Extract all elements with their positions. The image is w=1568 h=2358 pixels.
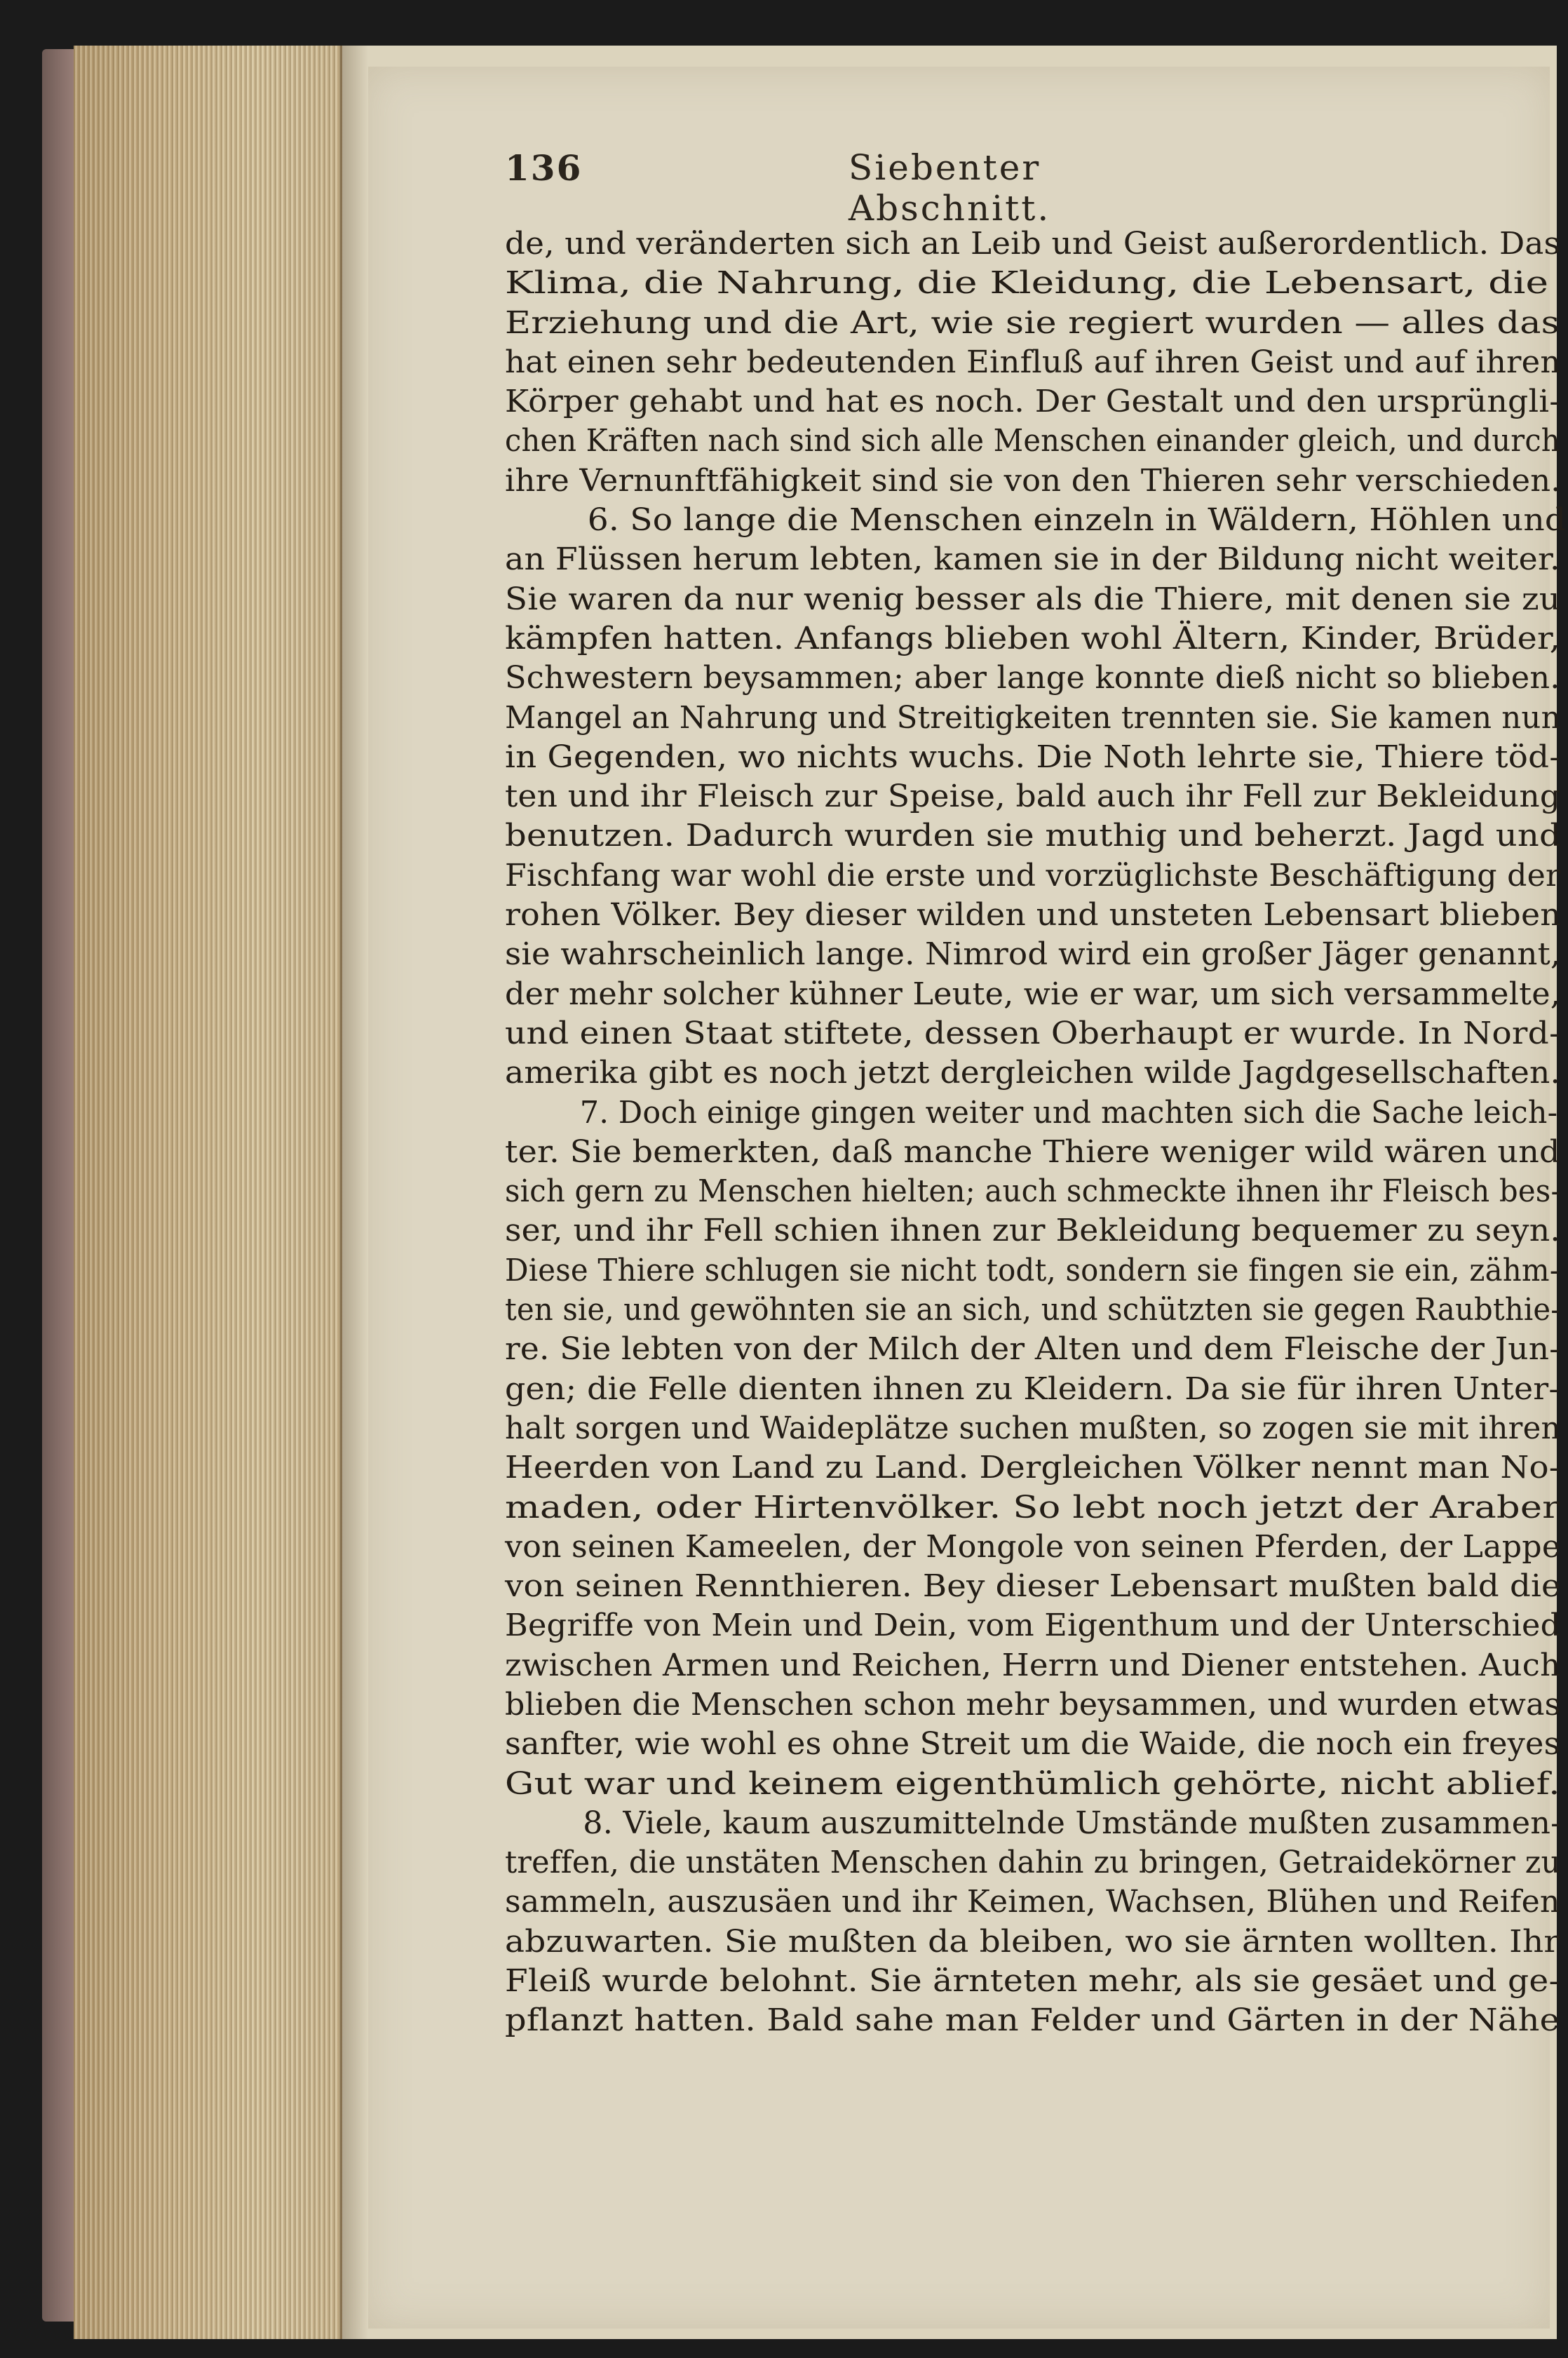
gutter-shadow <box>340 46 368 2339</box>
text-line: ihre Vernunftfähigkeit sind sie von den Thieren sehr verschieden. <box>505 462 1561 499</box>
text-line: Klima, die Nahrung, die Kleidung, die Lebensart, die <box>505 265 1549 302</box>
text-line: blieben die Menschen schon mehr beysammen, und wurden etwas <box>505 1686 1561 1723</box>
text-line: sammeln, auszusäen und ihr Keimen, Wachsen, Blühen und Reifen <box>505 1884 1560 1920</box>
text-line: sich gern zu Menschen hielten; auch schmeckte ihnen ihr Fleisch bes- <box>505 1173 1561 1210</box>
text-line: re. Sie lebten von der Milch der Alten und dem Fleische der Jun- <box>505 1331 1560 1368</box>
text-line: treffen, die unstäten Menschen dahin zu bringen, Getraidekörner zu <box>505 1845 1561 1881</box>
text-line: abzuwarten. Sie mußten da bleiben, wo sie ärnten wollten. Ihr <box>505 1923 1560 1960</box>
text-line: amerika gibt es noch jetzt dergleichen wilde Jagdgesellschaften. <box>505 1055 1561 1091</box>
text-line: hat einen sehr bedeutenden Einfluß auf ihren Geist und auf ihren <box>505 344 1561 380</box>
text-line: Erziehung und die Art, wie sie regiert wurden — alles das <box>505 304 1560 341</box>
text-line: zwischen Armen und Reichen, Herrn und Diener entstehen. Auch <box>505 1647 1561 1683</box>
text-line: ser, und ihr Fell schien ihnen zur Bekleidung bequemer zu seyn. <box>505 1213 1561 1249</box>
page-fore-edge <box>74 46 342 2339</box>
text-line: sie wahrscheinlich lange. Nimrod wird ein großer Jäger genannt, <box>505 936 1561 973</box>
text-line: Heerden von Land zu Land. Dergleichen Völker nennt man No- <box>505 1450 1560 1486</box>
paragraph-start-7: 7. Doch einige gingen weiter und machten sich die Sache leich- <box>579 1094 1558 1131</box>
text-line: pflanzt hatten. Bald sahe man Felder und Gärten in der Nähe <box>505 2002 1560 2039</box>
page-number: 136 <box>505 147 583 189</box>
text-line: Begriffe von Mein und Dein, vom Eigenthum und der Unterschied <box>505 1608 1561 1644</box>
text-line: und einen Staat stiftete, dessen Oberhaupt er wurde. In Nord- <box>505 1015 1561 1051</box>
text-line: Diese Thiere schlugen sie nicht todt, sondern sie fingen sie ein, zähm- <box>505 1252 1560 1288</box>
text-line: ten und ihr Fleisch zur Speise, bald auch ihr Fell zur Bekleidung <box>505 779 1561 815</box>
text-line: chen Kräften nach sind sich alle Menschen einander gleich, und durch <box>505 423 1560 459</box>
text-line: sanfter, wie wohl es ohne Streit um die Waide, die noch ein freyes <box>505 1726 1560 1763</box>
text-line: ter. Sie bemerkten, daß manche Thiere weniger wild wären und <box>505 1133 1560 1170</box>
text-line: von seinen Rennthieren. Bey dieser Lebensart mußten bald die <box>505 1568 1561 1605</box>
text-line: de, und veränderten sich an Leib und Geist außerordentlich. Das <box>505 226 1560 262</box>
text-line: Schwestern beysammen; aber lange konnte dieß nicht so blieben. <box>505 660 1560 696</box>
section-title: Siebenter Abschnitt. <box>849 147 1051 229</box>
text-line: von seinen Kameelen, der Mongole von seinen Pferden, der Lappe <box>505 1528 1561 1565</box>
running-head <box>505 147 1241 229</box>
paragraph-start-8: 8. Viele, kaum auszumittelnde Umstände mußten zusammen- <box>583 1805 1562 1841</box>
text-line: benutzen. Dadurch wurden sie muthig und beherzt. Jagd und <box>505 818 1561 854</box>
text-line: Sie waren da nur wenig besser als die Thiere, mit denen sie zu <box>505 581 1561 617</box>
text-line: Körper gehabt und hat es noch. Der Gestalt und den ursprüngli- <box>505 384 1560 420</box>
text-line: der mehr solcher kühner Leute, wie er war, um sich versammelte, <box>505 976 1561 1012</box>
text-line: Fischfang war wohl die erste und vorzüglichste Beschäftigung der <box>505 857 1561 894</box>
body-text <box>505 224 1567 2041</box>
text-line: ten sie, und gewöhnten sie an sich, und schützten sie gegen Raubthie- <box>505 1292 1561 1328</box>
text-line: Gut war und keinem eigenthümlich gehörte, nicht ablief. <box>505 1765 1560 1802</box>
paragraph-start-6: 6. So lange die Menschen einzeln in Wäldern, Höhlen und <box>587 502 1567 539</box>
text-line: kämpfen hatten. Anfangs blieben wohl Ältern, Kinder, Brüder, <box>505 620 1560 656</box>
text-line: rohen Völker. Bey dieser wilden und unsteten Lebensart blieben <box>505 897 1562 934</box>
text-line: in Gegenden, wo nichts wuchs. Die Noth lehrte sie, Thiere töd- <box>505 739 1561 775</box>
text-line: gen; die Felle dienten ihnen zu Kleidern. Da sie für ihren Unter- <box>505 1370 1560 1407</box>
text-line: Fleiß wurde belohnt. Sie ärnteten mehr, als sie gesäet und ge- <box>505 1963 1560 2000</box>
text-line: Mangel an Nahrung und Streitigkeiten trennten sie. Sie kamen nun <box>505 699 1561 736</box>
text-line: maden, oder Hirtenvölker. So lebt noch jetzt der Araber <box>505 1489 1560 1525</box>
text-line: an Flüssen herum lebten, kamen sie in der Bildung nicht weiter. <box>505 541 1560 578</box>
text-line: halt sorgen und Waideplätze suchen mußten, so zogen sie mit ihren <box>505 1410 1561 1446</box>
